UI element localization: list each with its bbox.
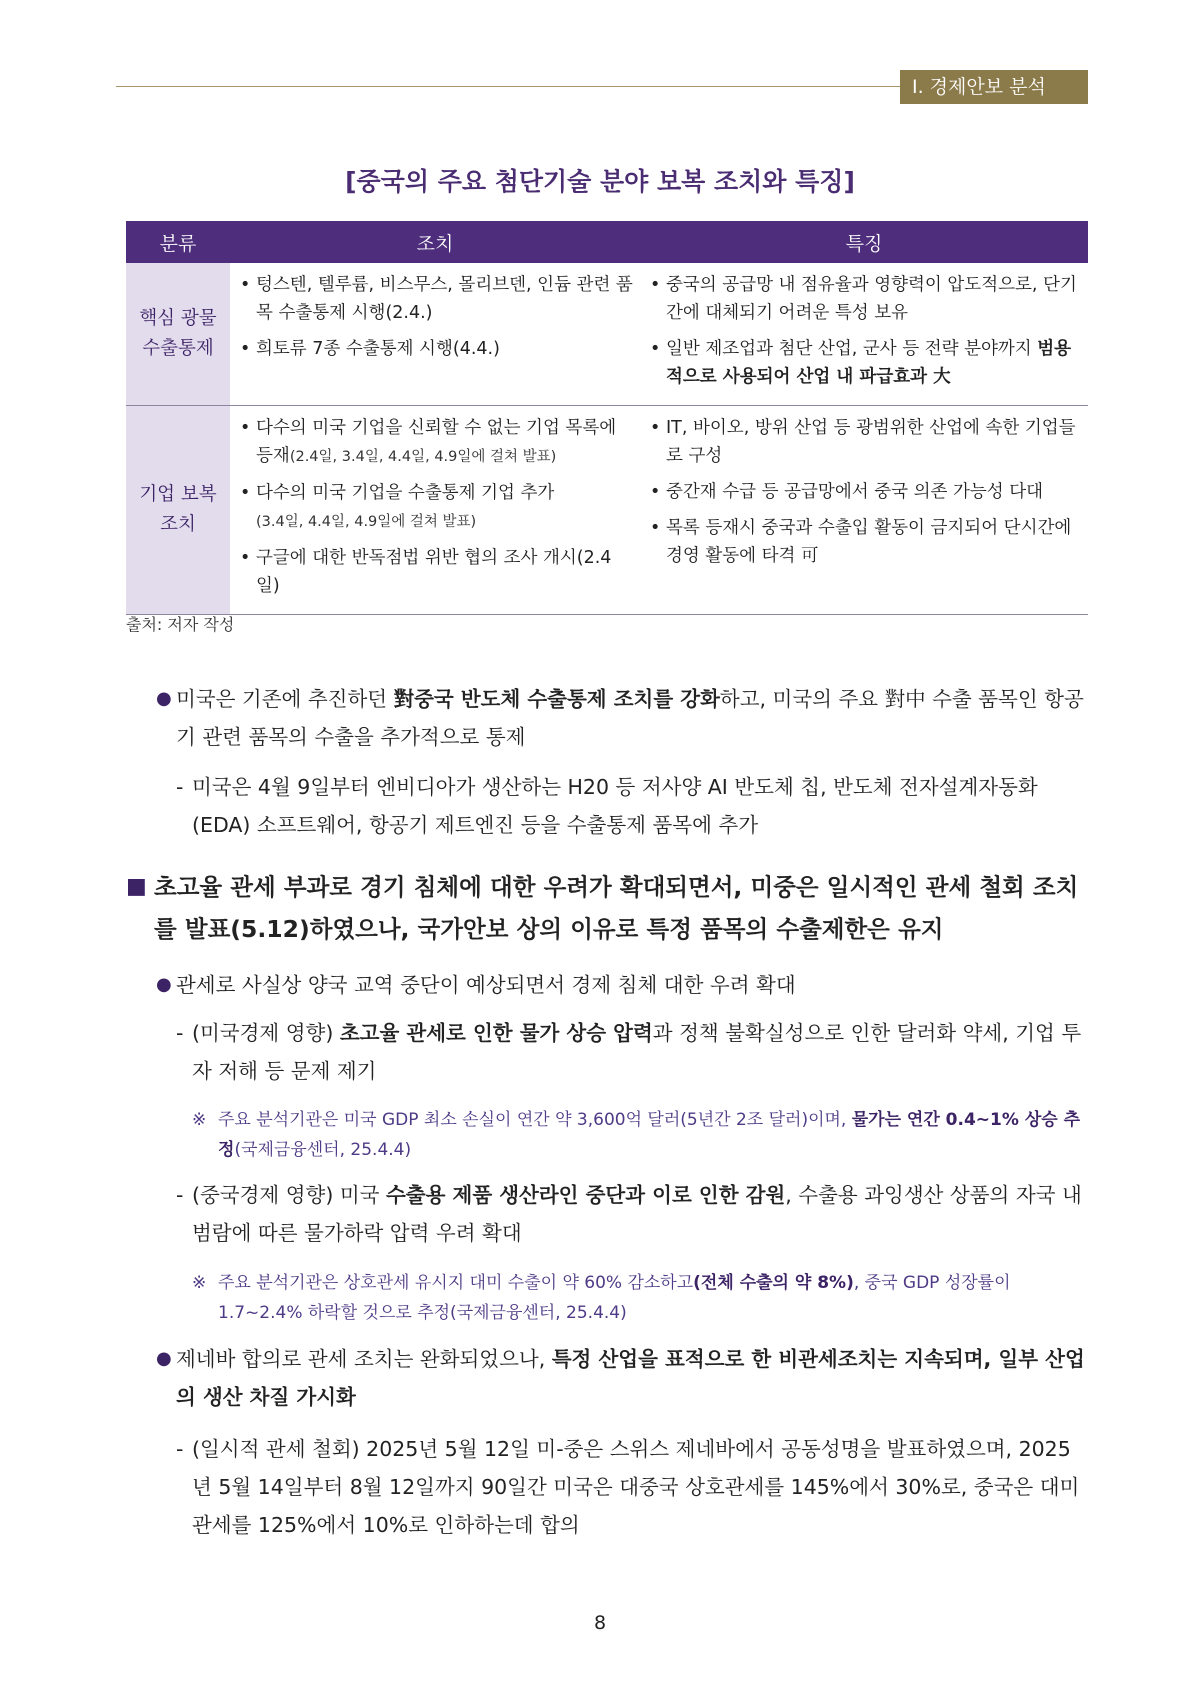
list-item: • 희토류 7종 수출통제 시행(4.4.) (240, 339, 500, 359)
list-item: • 중국의 공급망 내 점유율과 영향력이 압도적으로, 단기간에 대체되기 어려운 특성 보유 (650, 275, 1077, 323)
list-item: • 다수의 미국 기업을 수출통제 기업 추가 (3.4일, 4.4일, 4.9일에 걸쳐 발표) (240, 483, 555, 530)
col-header-category: 분류 (126, 221, 230, 263)
section-heading: ■ 초고율 관세 부과로 경기 침체에 대한 우려가 확대되면서, 미중은 일시적인 관세 철회 조치를 발표(5.12)하였으나, 국가안보 상의 이유로 특정 품목의 수출제한은 유지 (126, 866, 1088, 950)
circle-bullet: ● (156, 1348, 172, 1369)
dash-item: - (중국경제 영향) 미국 수출용 제품 생산라인 중단과 이로 인한 감원, 수출용 과잉생산 상품의 자국 내 범람에 따른 물가하락 압력 우려 확대 (176, 1183, 1082, 1245)
list-item: • 목록 등재시 중국과 수출입 활동이 금지되어 단시간에 경영 활동에 타격 可 (650, 518, 1072, 566)
list-item: • 구글에 대한 반독점법 위반 협의 조사 개시(2.4일) (240, 548, 612, 596)
section-tab: Ⅰ. 경제안보 분석 (900, 70, 1088, 104)
circle-bullet: ● (156, 974, 172, 995)
note-item: ※ 주요 분석기관은 상호관세 유시지 대미 수출이 약 60% 감소하고(전체 수출의 약 8%), 중국 GDP 성장률이 1.7~2.4% 하락할 것으로 추정(국제금융센터, 25.4.4) (192, 1273, 1011, 1323)
table-row (126, 263, 1088, 406)
circle-bullet: ● (156, 688, 172, 709)
square-bullet: ■ (126, 874, 147, 899)
list-item: • 중간재 수급 등 공급망에서 중국 의존 가능성 다대 (650, 482, 1044, 502)
table-row (126, 406, 1088, 615)
col-header-features: 특징 (640, 221, 1088, 263)
row-measures (230, 263, 640, 406)
list-item: • 텅스텐, 텔루륨, 비스무스, 몰리브덴, 인듐 관련 품목 수출통제 시행(2.4.) (240, 275, 633, 323)
note-item: ※ 주요 분석기관은 미국 GDP 최소 손실이 연간 약 3,600억 달러(5년간 2조 달러)이며, 물가는 연간 0.4~1% 상승 추정(국제금융센터, 25.4.4) (192, 1110, 1081, 1160)
table-title: [중국의 주요 첨단기술 분야 보복 조치와 특징] (345, 167, 855, 196)
col-header-measures: 조치 (230, 221, 640, 263)
row-features (640, 263, 1088, 406)
page-number: 8 (593, 1612, 607, 1634)
dash-item: - 미국은 4월 9일부터 엔비디아가 생산하는 H20 등 저사양 AI 반도체 칩, 반도체 전자설계자동화(EDA) 소프트웨어, 항공기 제트엔진 등을 수출통제 품목에 추가 (176, 775, 1038, 837)
circle-item: ● 제네바 합의로 관세 조치는 완화되었으나, 특정 산업을 표적으로 한 비관세조치는 지속되며, 일부 산업의 생산 차질 가시화 (156, 1340, 1088, 1416)
row-category: 핵심 광물 수출통제 (126, 263, 230, 406)
list-item: • IT, 바이오, 방위 산업 등 광범위한 산업에 속한 기업들로 구성 (650, 418, 1076, 466)
dash-item: - (미국경제 영향) 초고율 관세로 인한 물가 상승 압력과 정책 불확실성으로 인한 달러화 약세, 기업 투자 저해 등 문제 제기 (176, 1021, 1082, 1083)
list-item: • 일반 제조업과 첨단 산업, 군사 등 전략 분야까지 범용적으로 사용되어 산업 내 파급효과 大 (650, 339, 1072, 387)
row-measures (230, 406, 640, 615)
list-item: • 다수의 미국 기업을 신뢰할 수 없는 기업 목록에 등재(2.4일, 3.4일, 4.4일, 4.9일에 걸쳐 발표) (240, 418, 617, 466)
circle-item: ● 관세로 사실상 양국 교역 중단이 예상되면서 경제 침체 대한 우려 확대 (156, 966, 1088, 1004)
header-rule (116, 86, 900, 87)
row-category: 기업 보복 조치 (126, 406, 230, 615)
circle-item: ● 미국은 기존에 추진하던 對중국 반도체 수출통제 조치를 강화하고, 미국의 주요 對中 수출 품목인 항공기 관련 품목의 수출을 추가적으로 통제 (156, 680, 1088, 756)
table-source: 출처: 저자 작성 (126, 615, 235, 634)
row-features (640, 406, 1088, 615)
dash-item: - (일시적 관세 철회) 2025년 5월 12일 미-중은 스위스 제네바에서 공동성명을 발표하였으며, 2025년 5월 14일부터 8월 12일까지 90일간 미국은 대중국 상호관세를 145%에서 30%로, 중국은 대미 관세를 125%에서 10%로 인하하는데 합의 (176, 1437, 1080, 1537)
retaliation-table (126, 221, 1088, 615)
